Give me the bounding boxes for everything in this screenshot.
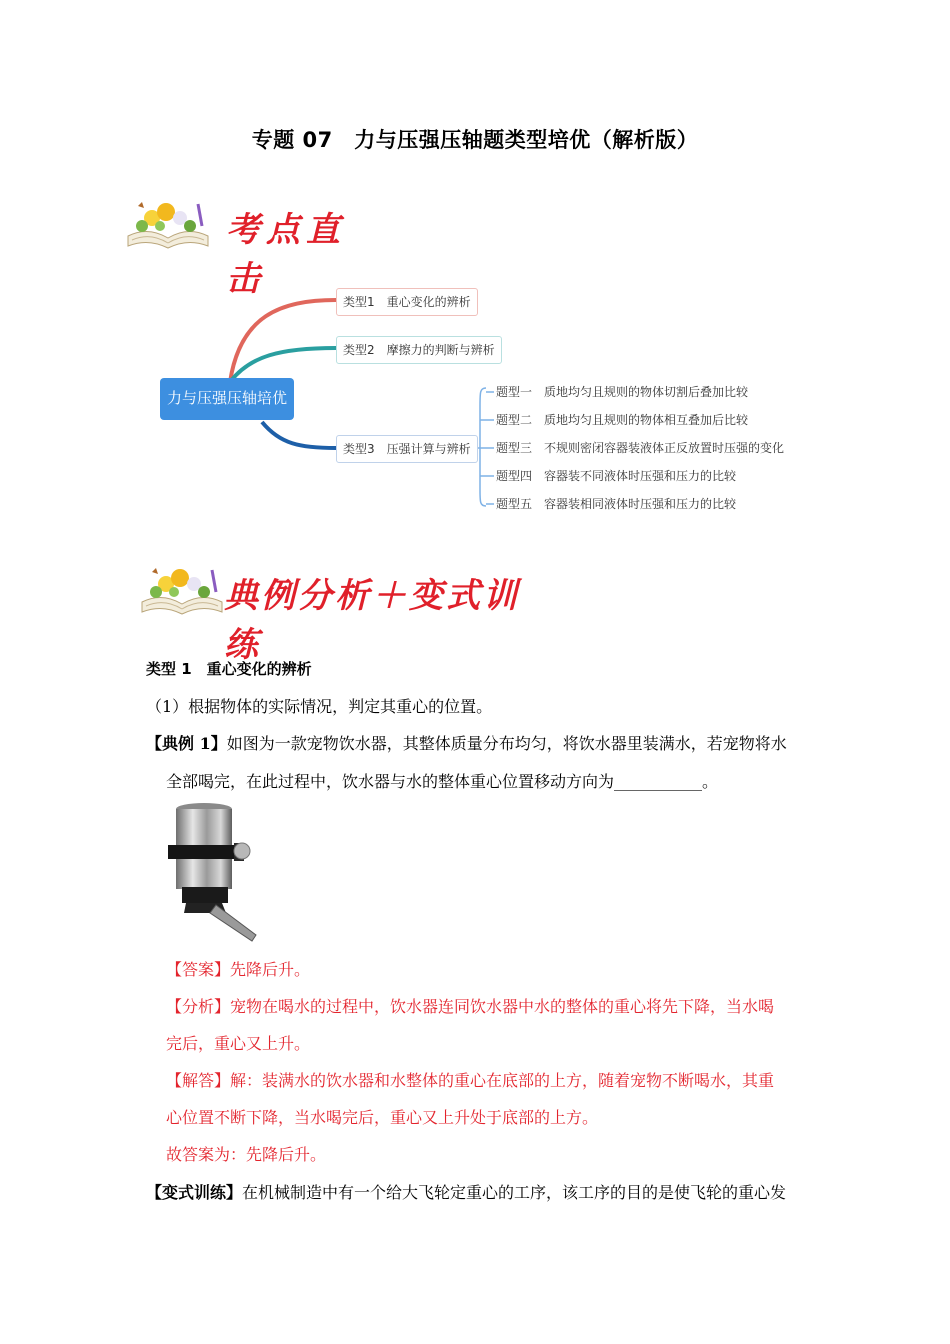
example-text-2: 全部喝完，在此过程中，饮水器与水的整体重心位置移动方向为 — [166, 772, 615, 791]
example-line-2 — [166, 763, 718, 800]
analysis-text-1: 宠物在喝水的过程中，饮水器连同饮水器中水的整体的重心将先下降，当水喝 — [230, 997, 775, 1016]
mind-map — [150, 276, 790, 526]
analysis-label: 【分析】 — [166, 997, 231, 1016]
banner-kaodian-text: 考点直击 — [226, 210, 346, 299]
section-heading: 类型 1 重心变化的辨析 — [146, 660, 312, 678]
answer-text: 先降后升。 — [230, 960, 311, 979]
mind-map-subtype-4: 题型四 容器装不同液体时压强和压力的比较 — [496, 469, 737, 483]
answer-label: 【答案】 — [166, 960, 231, 979]
mind-map-type-1: 类型1 重心变化的辨析 — [336, 288, 478, 316]
mind-map-type-3: 类型3 压强计算与辨析 — [336, 435, 478, 463]
banner-kaodian — [122, 196, 382, 299]
banner-dianli — [136, 562, 556, 665]
page-title: 专题 07 力与压强压轴题类型培优（解析版） — [251, 128, 699, 152]
analysis-line-2: 完后，重心又上升。 — [166, 1034, 311, 1053]
mind-map-subtype-1: 题型一 质地均匀且规则的物体切割后叠加比较 — [496, 385, 749, 399]
solution-line-2: 心位置不断下降，当水喝完后，重心又上升处于底部的上方。 — [166, 1108, 599, 1127]
final-answer: 故答案为：先降后升。 — [166, 1145, 327, 1164]
example-label: 【典例 1】 — [146, 734, 227, 753]
example-text-1: 如图为一款宠物饮水器，其整体质量分布均匀，将饮水器里装满水，若宠物将水 — [226, 734, 787, 753]
pet-water-bottle-image — [164, 801, 264, 945]
mind-map-type-2: 类型2 摩擦力的判断与辨析 — [336, 336, 502, 364]
answer-blank: ___________ — [614, 772, 703, 791]
book-flowers-icon — [122, 196, 214, 252]
mind-map-subtype-2: 题型二 质地均匀且规则的物体相互叠加后比较 — [496, 413, 749, 427]
book-flowers-icon — [136, 562, 228, 618]
key-point: （1）根据物体的实际情况，判定其重心的位置。 — [146, 697, 493, 716]
banner-dianli-text: 典例分析＋变式训练 — [224, 576, 520, 665]
solution-label: 【解答】 — [166, 1071, 231, 1090]
variant-text: 在机械制造中有一个给大飞轮定重心的工序，该工序的目的是使飞轮的重心发 — [242, 1183, 787, 1202]
solution-text-1: 解：装满水的饮水器和水整体的重心在底部的上方，随着宠物不断喝水，其重 — [230, 1071, 775, 1090]
mind-map-subtype-5: 题型五 容器装相同液体时压强和压力的比较 — [496, 497, 737, 511]
answer-line — [166, 951, 310, 988]
variant-line — [146, 1174, 786, 1211]
mind-map-root: 力与压强压轴培优 — [160, 378, 294, 420]
solution-line-1 — [166, 1062, 774, 1099]
example-line-1 — [146, 725, 787, 762]
variant-label: 【变式训练】 — [146, 1183, 243, 1202]
analysis-line-1 — [166, 988, 774, 1025]
mind-map-subtype-3: 题型三 不规则密闭容器装液体正反放置时压强的变化 — [496, 441, 785, 455]
example-end: 。 — [702, 772, 719, 791]
